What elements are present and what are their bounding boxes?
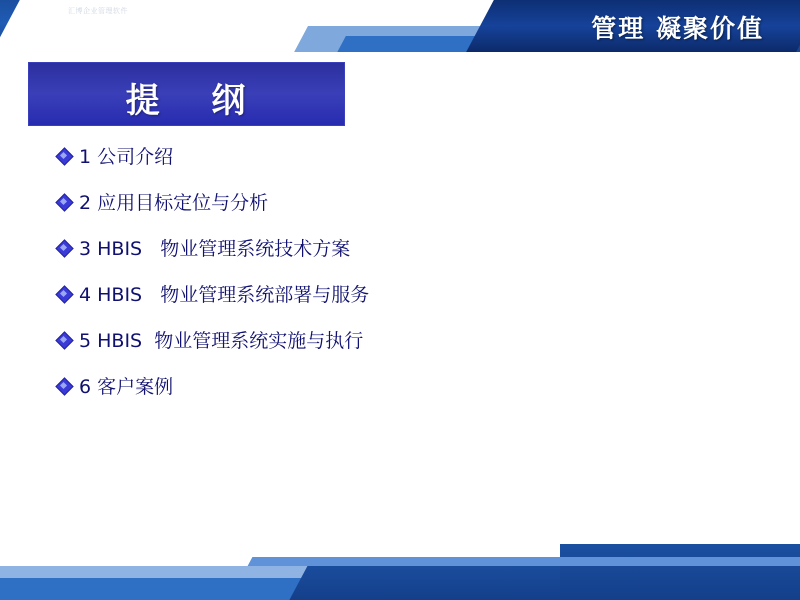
slide-footer-banner bbox=[0, 544, 800, 600]
diamond-bullet-icon bbox=[56, 240, 72, 256]
list-item-label: 4 HBIS 物业管理系统部署与服务 bbox=[79, 284, 370, 306]
page-title: 提 纲 bbox=[125, 81, 266, 121]
list-item[interactable] bbox=[56, 188, 756, 215]
list-item-label: 5 HBIS 物业管理系统实施与执行 bbox=[79, 330, 364, 352]
list-item-label: 3 HBIS 物业管理系统技术方案 bbox=[79, 238, 351, 260]
diamond-bullet-icon bbox=[56, 148, 72, 164]
list-item-label: 6 客户案例 bbox=[79, 376, 174, 398]
header-small-text: 汇博企业管理软件 bbox=[68, 7, 128, 15]
list-item[interactable] bbox=[56, 372, 756, 399]
footer-accent-stripe bbox=[248, 557, 800, 566]
diamond-bullet-icon bbox=[56, 378, 72, 394]
diamond-bullet-icon bbox=[56, 332, 72, 348]
list-item-label: 1 公司介绍 bbox=[79, 146, 174, 168]
page-title-box bbox=[28, 62, 345, 126]
list-item[interactable] bbox=[56, 234, 756, 261]
header-brand-title: 管理 凝聚价值 bbox=[591, 14, 764, 43]
list-item[interactable] bbox=[56, 326, 756, 353]
diamond-bullet-icon bbox=[56, 286, 72, 302]
outline-list bbox=[56, 142, 756, 418]
list-item[interactable] bbox=[56, 142, 756, 169]
list-item-label: 2 应用目标定位与分析 bbox=[79, 192, 269, 214]
slide-header-banner bbox=[0, 0, 800, 52]
diamond-bullet-icon bbox=[56, 194, 72, 210]
list-item[interactable] bbox=[56, 280, 756, 307]
footer-right-fill bbox=[560, 544, 800, 600]
